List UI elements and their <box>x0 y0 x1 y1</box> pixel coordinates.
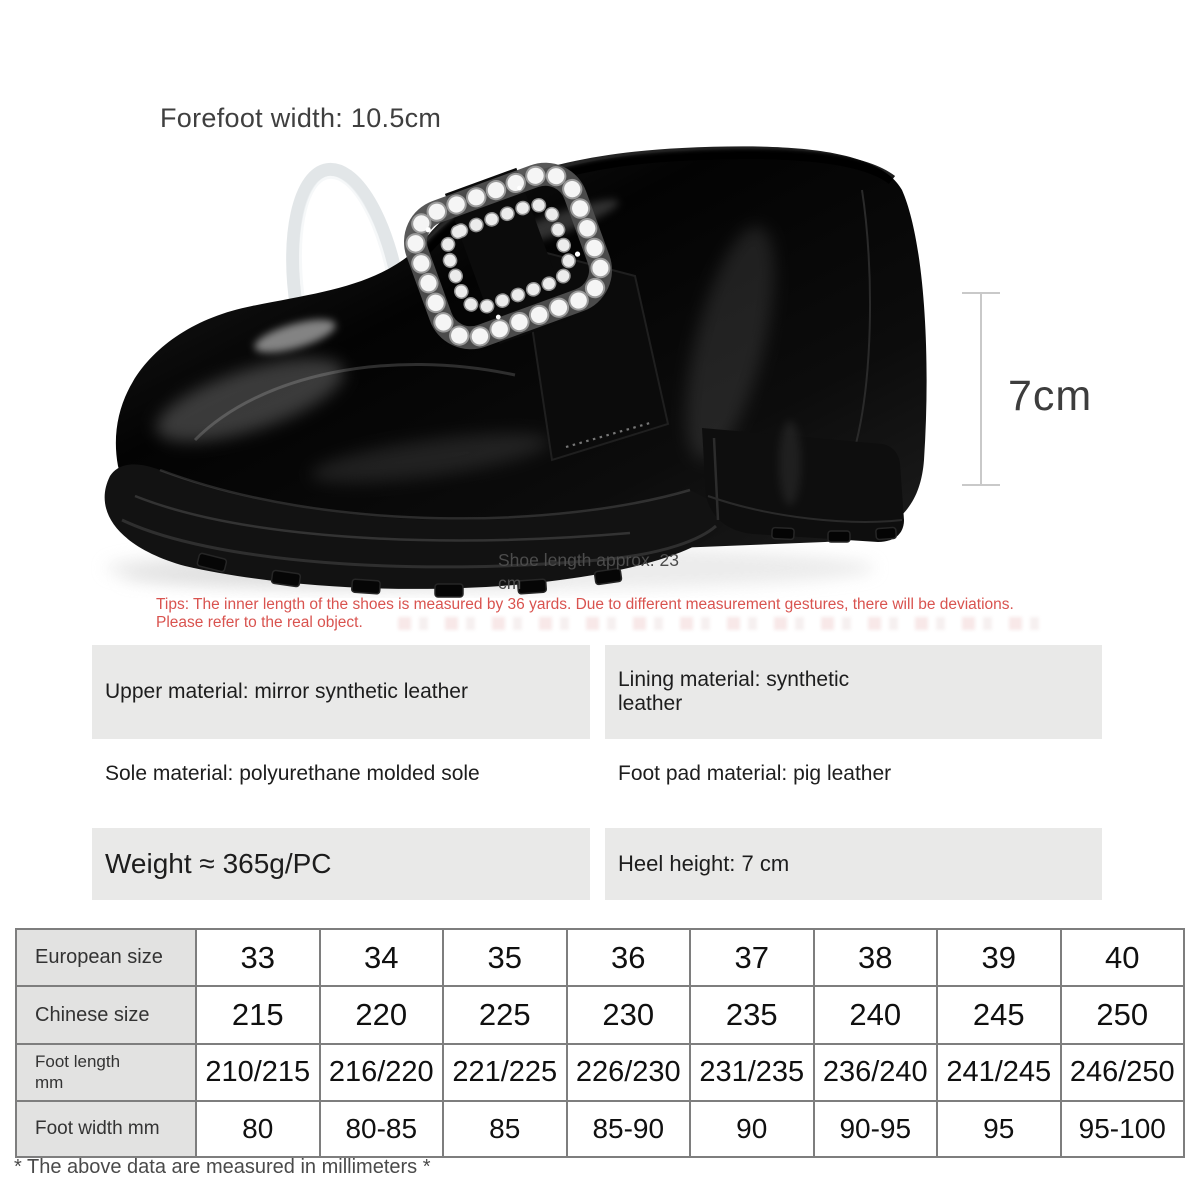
spec-sole-material <box>92 745 590 803</box>
table-cell: 39 <box>937 929 1061 986</box>
tips-line-2: Please refer to the real object. <box>156 614 363 632</box>
spec-lining-material-text: Lining material: synthetic leather <box>618 668 850 715</box>
table-row-foot-width <box>16 1101 1184 1157</box>
table-cell: 225 <box>443 986 567 1044</box>
table-cell: 236/240 <box>814 1044 938 1101</box>
tips-line-1: Tips: The inner length of the shoes is measured by 36 yards. Due to different measurement gestures, there will be deviations. <box>156 596 1014 613</box>
row-label: Chinese size <box>16 986 196 1044</box>
table-footnote: * The above data are measured in millimeters * <box>14 1156 431 1178</box>
shoe-photo <box>90 128 970 598</box>
table-cell: 210/215 <box>196 1044 320 1101</box>
faded-watermark-text <box>398 617 1048 630</box>
spec-upper-material-text: Upper material: mirror synthetic leather <box>105 680 468 703</box>
size-chart-table <box>15 928 1185 1158</box>
spec-weight <box>92 828 590 900</box>
spec-upper-material <box>92 645 590 739</box>
forefoot-width-label: Forefoot width: 10.5cm <box>160 103 442 133</box>
table-cell: 34 <box>320 929 444 986</box>
table-cell: 95-100 <box>1061 1101 1185 1157</box>
table-cell: 35 <box>443 929 567 986</box>
spec-foot-pad-material-text: Foot pad material: pig leather <box>618 762 892 785</box>
heel-height-ruler <box>980 293 982 485</box>
table-cell: 216/220 <box>320 1044 444 1101</box>
table-cell: 235 <box>690 986 814 1044</box>
table-cell: 226/230 <box>567 1044 691 1101</box>
table-cell: 95 <box>937 1101 1061 1157</box>
spec-heel-height-text: Heel height: 7 cm <box>618 851 790 876</box>
block-heel <box>702 428 904 542</box>
table-row-foot-length <box>16 1044 1184 1101</box>
row-label: Foot length mm <box>16 1044 196 1101</box>
table-cell: 85-90 <box>567 1101 691 1157</box>
table-cell: 246/250 <box>1061 1044 1185 1101</box>
spec-weight-text: Weight ≈ 365g/PC <box>105 848 332 879</box>
table-cell: 85 <box>443 1101 567 1157</box>
table-cell: 80-85 <box>320 1101 444 1157</box>
spec-heel-height <box>605 828 1102 900</box>
shoe-length-label: Shoe length approx. 23 cm <box>498 550 679 593</box>
table-cell: 90 <box>690 1101 814 1157</box>
table-cell: 36 <box>567 929 691 986</box>
table-cell: 90-95 <box>814 1101 938 1157</box>
spec-sole-material-text: Sole material: polyurethane molded sole <box>105 762 480 785</box>
row-label: Foot width mm <box>16 1101 196 1157</box>
ruler-bottom-cap <box>962 484 1000 486</box>
table-row-european-size <box>16 929 1184 986</box>
table-cell: 215 <box>196 986 320 1044</box>
table-cell: 230 <box>567 986 691 1044</box>
table-cell: 33 <box>196 929 320 986</box>
shoe-illustration <box>90 128 970 598</box>
table-cell: 241/245 <box>937 1044 1061 1101</box>
heel-height-value: 7cm <box>1008 372 1093 420</box>
table-cell: 245 <box>937 986 1061 1044</box>
spec-foot-pad-material <box>605 745 1102 803</box>
row-label: European size <box>16 929 196 986</box>
table-cell: 37 <box>690 929 814 986</box>
table-row-chinese-size <box>16 986 1184 1044</box>
table-cell: 40 <box>1061 929 1185 986</box>
spec-lining-material <box>605 645 1102 739</box>
table-cell: 38 <box>814 929 938 986</box>
table-cell: 80 <box>196 1101 320 1157</box>
table-cell: 240 <box>814 986 938 1044</box>
table-cell: 250 <box>1061 986 1185 1044</box>
table-cell: 220 <box>320 986 444 1044</box>
table-cell: 221/225 <box>443 1044 567 1101</box>
table-cell: 231/235 <box>690 1044 814 1101</box>
